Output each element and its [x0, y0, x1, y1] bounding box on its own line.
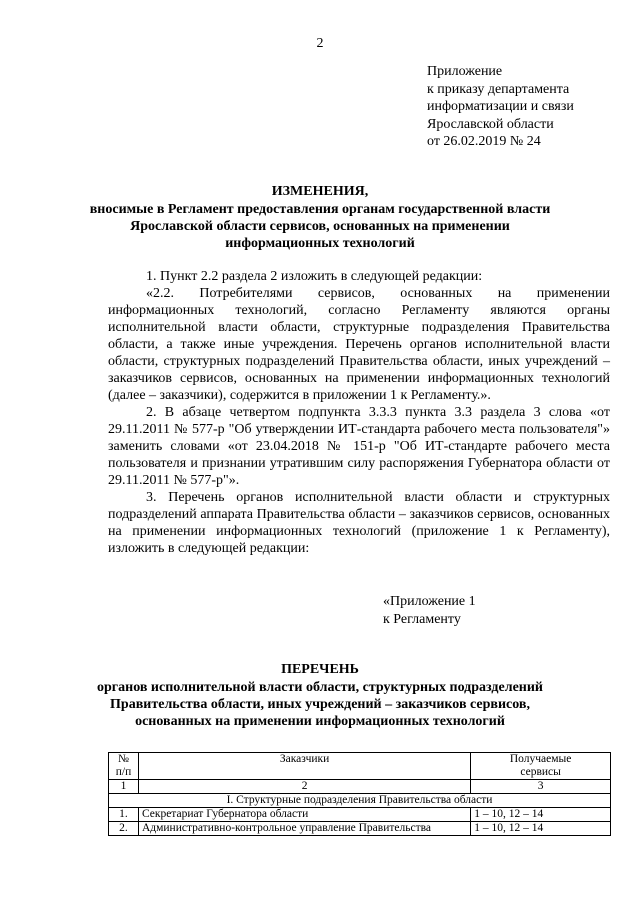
index-cell: 2 — [138, 780, 470, 794]
table-row — [109, 808, 611, 822]
index-cell: 1 — [109, 780, 139, 794]
appendix-header — [427, 63, 574, 151]
changes-subtitle-line: вносимые в Регламент предоставления органам государственной власти — [89, 202, 551, 217]
list-title: ПЕРЕЧЕНЬ — [281, 662, 359, 677]
appendix-line: к приказу департамента — [427, 81, 570, 97]
appendix-line: «Приложение 1 — [383, 594, 476, 609]
row-num: 1. — [109, 808, 139, 822]
changes-body — [108, 268, 610, 557]
index-cell: 3 — [471, 780, 611, 794]
section-title: I. Структурные подразделения Правительства области — [109, 794, 611, 808]
row-customer: Секретариат Губернатора области — [138, 808, 470, 822]
changes-subtitle-line: информационных технологий — [225, 236, 415, 251]
row-services: 1 – 10, 12 – 14 — [471, 808, 611, 822]
table-header-row — [109, 753, 611, 780]
customers-table — [108, 752, 611, 836]
paragraph: 3. Перечень органов исполнительной власти области и структурных подразделений аппарата Правительства области – заказчиков сервисов, основанных на применении информационных технологий (приложение 1 к Регламенту), изложить в следующей редакции: — [108, 490, 610, 556]
appendix-line: к Регламенту — [383, 612, 461, 627]
paragraph: «2.2. Потребителями сервисов, основанных на применении информационных технологий, согласно Регламенту являются органы исполнительной власти области, структурные подразделения Правительства области, а также иные учреждения. Перечень органов исполнительной власти области, структурных подразделений Правительства области, иных учреждений – заказчиков сервисов, основанных на применении информационных технологий (далее – заказчики), содержится в приложении 1 к Регламенту.». — [108, 286, 610, 403]
row-num: 2. — [109, 822, 139, 836]
changes-subtitle-line: Ярославской области сервисов, основанных на применении — [130, 219, 510, 234]
appendix-line: Ярославской области — [427, 116, 554, 132]
list-subtitle-line: Правительства области, иных учреждений – заказчиков сервисов, — [110, 697, 530, 712]
list-subtitle-line: основанных на применении информационных технологий — [135, 714, 505, 729]
paragraph: 1. Пункт 2.2 раздела 2 изложить в следующей редакции: — [146, 269, 483, 284]
changes-title: ИЗМЕНЕНИЯ, — [271, 184, 369, 199]
list-subtitle-line: органов исполнительной власти области, структурных подразделений — [97, 680, 543, 695]
header-services: Получаемые сервисы — [471, 753, 611, 780]
appendix-line: Приложение — [427, 64, 503, 79]
page-number: 2 — [316, 36, 324, 51]
appendix-1-reference — [383, 593, 476, 629]
appendix-line: информатизации и связи — [427, 99, 574, 114]
header-num: № п/п — [109, 753, 139, 780]
appendix-line: от 26.02.2019 № 24 — [427, 134, 541, 149]
table-section-row — [109, 794, 611, 808]
row-services: 1 – 10, 12 – 14 — [471, 822, 611, 836]
table-row — [109, 822, 611, 836]
paragraph: 2. В абзаце четвертом подпункта 3.3.3 пункта 3.3 раздела 3 слова «от 29.11.2011 № 577-р "Об утверждении ИТ-стандарта рабочего места пользователя"» заменить словами «от 23.04.2018 № 151-р "Об ИТ-стандарте рабочего места пользователя и признании утратившим силу распоряжения Губернатора области от 29.11.2011 № 577-р"». — [108, 405, 610, 488]
table-index-row — [109, 780, 611, 794]
row-customer: Административно-контрольное управление Правительства — [138, 822, 470, 836]
header-customers: Заказчики — [138, 753, 470, 780]
